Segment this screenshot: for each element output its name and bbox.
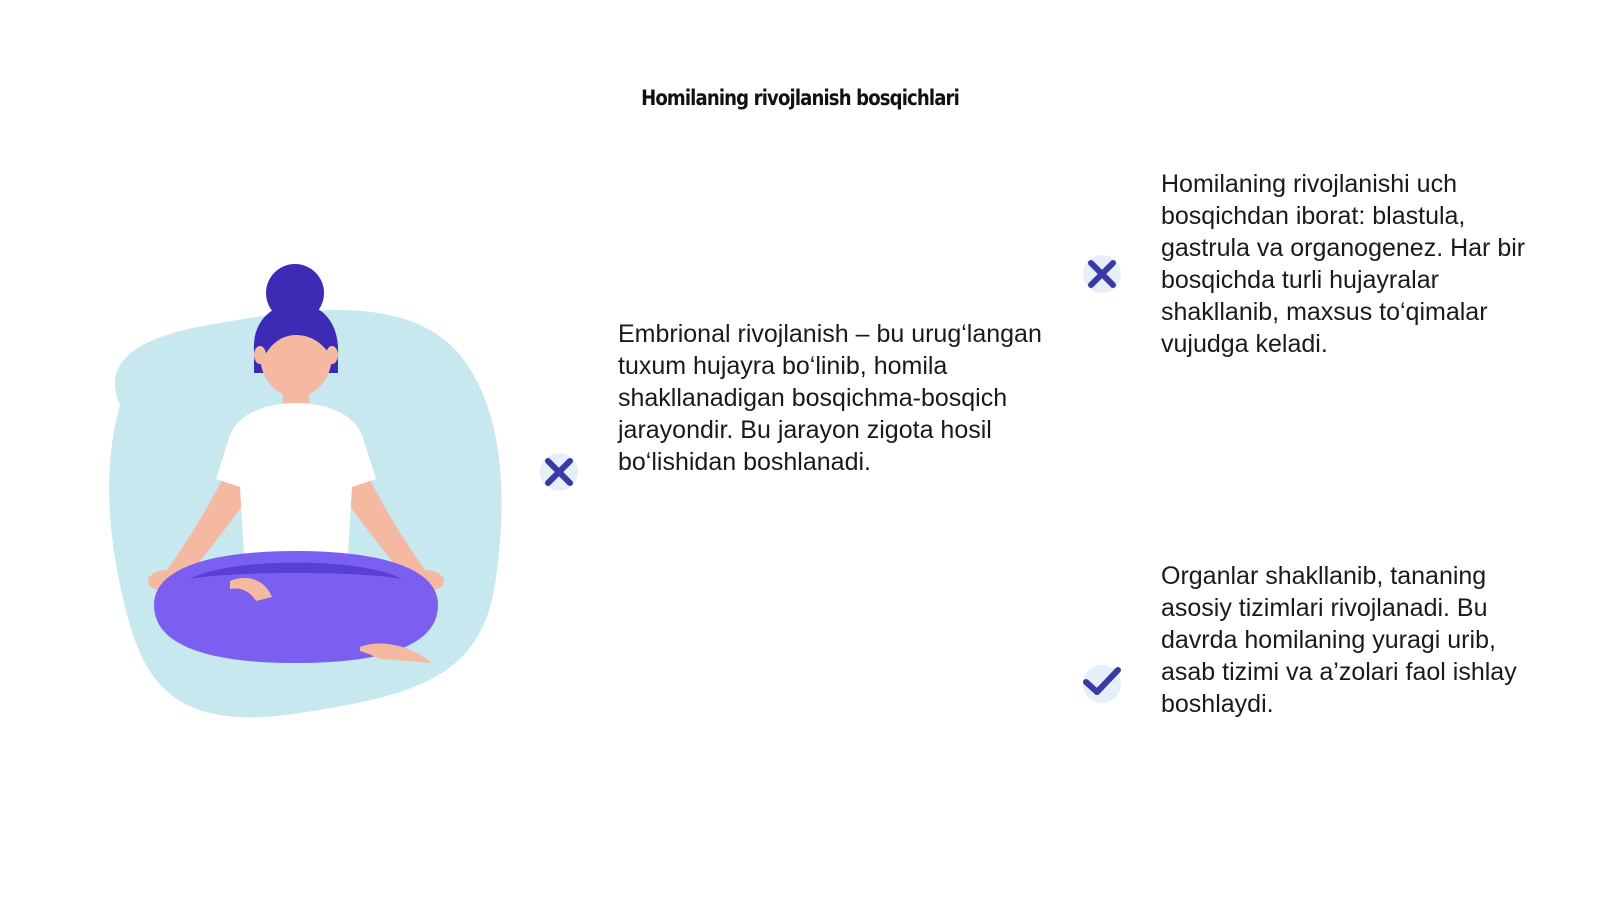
cross-icon (535, 448, 583, 496)
text-block-organs: Organlar shakllanib, tananing asosiy tizimlari rivojlanadi. Bu davrda homilaning yuragi urib, asab tizimi va a’zolari faol ishlay boshlaydi. (1161, 562, 1517, 718)
text-block-stages: Homilaning rivojlanishi uch bosqichdan iborat: blastula, gastrula va organogenez. Har bir bosqichda turli hujayralar shakllanib, maxsus to‘qimalar vujudga keladi. (1161, 170, 1526, 358)
cross-icon (1078, 250, 1126, 298)
checkmark-icon (1078, 658, 1126, 706)
meditating-woman-illustration (80, 255, 520, 735)
slide-title: Homilaning rivojlanish bosqichlari (641, 86, 959, 110)
text-block-embryonic: Embrional rivojlanish – bu urug‘langan tuxum hujayra bo‘linib, homila shakllanadigan bosqichma-bosqich jarayondir. Bu jarayon zigota hosil bo‘lishidan boshlanadi. (618, 320, 1042, 476)
